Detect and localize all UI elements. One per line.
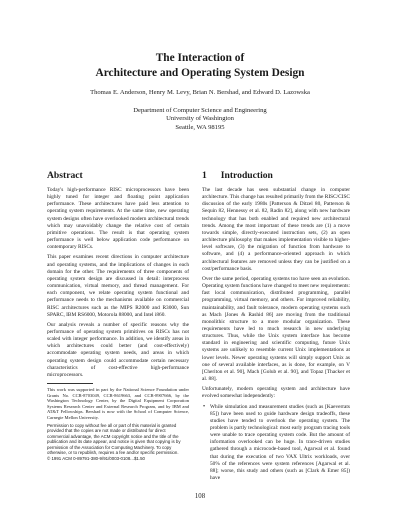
affiliation-city: Seattle, WA 98195 (175, 123, 225, 131)
page-number: 108 (194, 493, 206, 500)
title-line-1: The Interaction of (155, 52, 245, 64)
introduction-heading (202, 170, 350, 181)
paper-title (20, 51, 380, 80)
funding-footnote: This work was supported in part by the National Science Foundation under Grants No. CCR-8703049, CCR-8619663, and CCR-8907666, by the Washington Technology Center, by the Digital Equipment Corporation Systems Research Center and External Research Program, and by IBM and AT&T Fellowships. Bershad is now with the School of Computer Science, Carnegie Mellon University. (47, 387, 189, 421)
affiliation (20, 107, 380, 132)
title-line-2: Architecture and Operating System Design (95, 66, 305, 79)
footnote-rule (47, 383, 93, 384)
section-number: 1 (202, 170, 207, 181)
affiliation-department: Department of Computer Science and Engineering (133, 107, 267, 114)
abstract-paragraph-3: Our analysis reveals a number of specific reasons why the performance of operating system primitives on RISCs has not scaled with integer performance. In addition, we identify areas in which architectures could better (and cost-effectively) accommodate operating system needs, and areas in which operating system design could accommodate certain necessary characteristics of cost-effective high-performance microprocessors. (47, 321, 189, 378)
abstract-paragraph-1: Today's high-performance RISC microprocessors have been highly tuned for integer and floating point application performance. These architectures have paid less attention to operating system requirements. At the same time, new operating system designs often have overlooked modern architectural trends which may unavoidably change the relative cost of certain primitive operations. The result is that operating system performance is well below application code performance on contemporary RISCs. (47, 187, 189, 251)
right-column (202, 170, 350, 485)
intro-paragraph-1: The last decade has seen substantial change in computer architecture. This change has resulted primarily from the RISC/CISC discussion of the early 1980s [Patterson & Ditzel 80, Patterson & Sequin 82, Hennessy et al. 82, Radin 82], along with new hardware technology that has both enabled and required new architectural trends. Among the most important of these trends are (1) a move towards simple, directly-executed instruction sets, (2) an open architecture philosophy that makes implementation visible to higher-level software, (3) the migration of function from hardware to software, and (4) a performance-oriented approach in which architectural features are removed unless they can be justified on a cost/performance basis. (202, 187, 350, 272)
abstract-paragraph-2: This paper examines recent directions in computer architecture and operating systems, and the implications of changes in each domain for the other. The requirements of three components of operating system design are discussed in detail: interprocess communication, virtual memory, and thread management. For each component, we relate operating system functional and performance needs to the mechanisms available on commercial RISC architectures such as the MIPS R2000 and R3000, Sun SPARC, IBM RS6000, Motorola 88000, and Intel i860. (47, 254, 189, 318)
author-list: Thomas E. Anderson, Henry M. Levy, Brian N. Bershad, and Edward D. Lazowska (90, 89, 310, 96)
list-item (202, 404, 350, 483)
intro-paragraph-2: Over the same period, operating systems too have seen an evolution. Operating system functions have changed to meet new requirements: fast local communication, distributed programming, parallel programming, virtual memory, and others. For improved reliability, maintainability, and fault tolerance, modern operating systems such as Mach [Jones & Rashid 86] are moving from the traditional monolithic structure to a more modular organization. These requirements have led to much research in new underlying structures. Thus, while the Unix system interface has become standard in engineering and scientific computing, future Unix systems are unlikely to resemble current Unix implementations at lower levels. Newer operating systems will simply support Unix as one of several available interfaces, as is done, for example, on V [Cheriton et al. 90], Mach [Golub et al. 90], and Topaz [Thacker et al. 88]. (202, 275, 350, 383)
copyright-notice: Permission to copy without fee all or part of this material is granted provided that the copies are not made or distributed for direct commercial advantage, the ACM copyright notice and the title of the publication and its date appear, and notice is given that copying is by permission of the Association for Computing Machinery. To copy otherwise, or to republish, requires a fee and/or specific permission. © 1991 ACM 0-89791-380-9/91/0003-0108...$1.50 (47, 422, 181, 461)
left-column (47, 170, 189, 461)
abstract-heading: Abstract (47, 170, 83, 181)
intro-paragraph-3: Unfortunately, modern operating system and architecture have evolved somewhat independently: (202, 386, 350, 400)
intro-bullet-text: While simulation and measurement studies (such as [Kaeverrats 85]) have been used to guide hardware design tradeoffs, these studies have tended to overlook the operating system. The problem is partly technological: most early program tracing tools were unable to trace operating system code. But the amount of information overlooked can be huge. In trace-driven studies gathered through a microcode-based tool, Agarwal et al. found that during the execution of two VAX Ultrix workloads, over 50% of the references were system references [Agarwal et al. 88]; worse, this study and others (such as [Clark & Emer 85]) have (210, 403, 350, 482)
affiliation-university: University of Washington (166, 115, 234, 123)
bullet-icon: • (203, 403, 206, 410)
section-title: Introduction (220, 170, 273, 181)
